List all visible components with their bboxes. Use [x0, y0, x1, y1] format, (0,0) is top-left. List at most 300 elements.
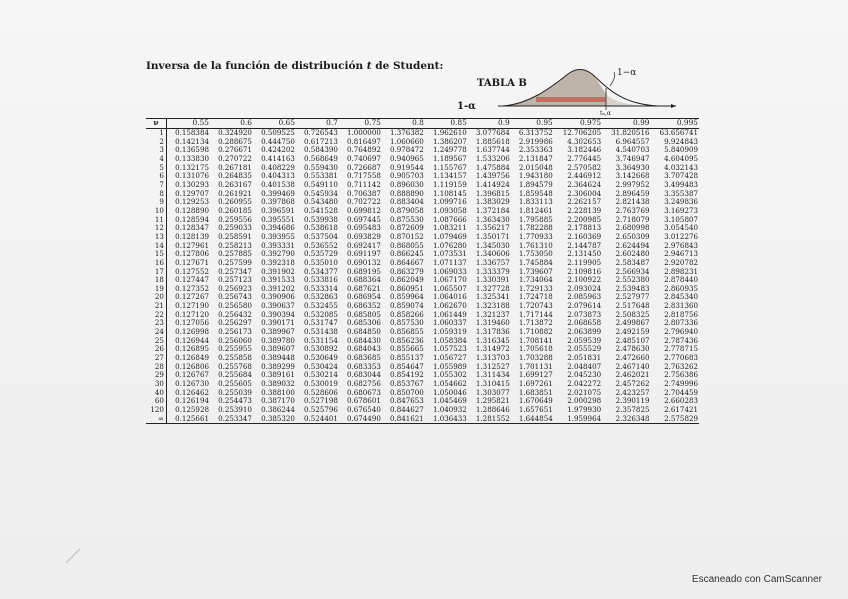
table-cell: 1.323188: [475, 301, 510, 311]
table-cell: 1.295821: [475, 396, 510, 406]
table-cell: 2.015048: [518, 162, 553, 172]
table-cell: 0.541528: [304, 205, 338, 215]
row-df: 24: [146, 328, 166, 337]
table-cell: 0.699812: [347, 205, 381, 215]
table-cell: 0.685805: [347, 309, 381, 319]
table-cell: 2.446912: [567, 171, 602, 181]
table-cell: 1.093058: [432, 205, 467, 215]
table-cell: 1.386207: [432, 136, 467, 146]
table-cell: 2.462021: [615, 370, 650, 380]
table-cell: 2.364624: [567, 179, 602, 189]
table-cell: 0.387170: [261, 396, 295, 406]
header-nu: ν: [146, 119, 166, 129]
table-cell: 2.000298: [567, 396, 602, 406]
table-cell: 0.128890: [175, 205, 209, 215]
row-df: 17: [146, 268, 166, 277]
table-cell: 0.530214: [304, 370, 338, 380]
table-cell: 0.726543: [304, 128, 338, 137]
table-cell: 0.267181: [218, 162, 252, 172]
table-cell: 1.637744: [475, 145, 510, 155]
table-cell: 0.256432: [218, 309, 252, 319]
table-cell: 1.000000: [347, 128, 381, 137]
table-cell: 0.534377: [304, 266, 338, 276]
table-cell: 0.530649: [304, 353, 338, 363]
table-cell: 0.444750: [261, 136, 295, 146]
table-cell: 1.356217: [475, 223, 510, 233]
table-cell: 0.126194: [175, 396, 209, 406]
row-df: 25: [146, 337, 166, 346]
red-annotation: [536, 97, 606, 102]
table-cell: 0.683685: [347, 353, 381, 363]
table-cell: 0.259033: [218, 223, 252, 233]
table-cell: 0.389299: [261, 361, 295, 371]
table-cell: 1.040932: [432, 405, 467, 414]
table-cell: 0.847653: [389, 396, 424, 406]
table-cell: 2.042272: [567, 379, 602, 389]
row-df: 15: [146, 250, 166, 259]
table-cell: 0.127961: [175, 240, 209, 250]
header-prob-4: 0.75: [339, 119, 382, 129]
table-cell: 0.255858: [218, 353, 252, 363]
table-cell: 2.770683: [664, 353, 698, 363]
table-cell: 0.257599: [218, 257, 252, 267]
table-cell: 2.063899: [567, 327, 602, 337]
table-cell: 0.549110: [304, 179, 338, 189]
row-df: 28: [146, 363, 166, 372]
table-cell: 0.128347: [175, 223, 209, 233]
row-df: 16: [146, 259, 166, 268]
table-cell: 0.864667: [389, 257, 424, 267]
table-cell: 5.840909: [664, 145, 698, 155]
table-cell: 2.045230: [567, 370, 602, 380]
table-cell: 2.059539: [567, 335, 602, 345]
table-cell: 2.624494: [615, 240, 650, 250]
table-cell: 1.979930: [567, 405, 602, 414]
table-cell: 3.169273: [664, 205, 698, 215]
table-cell: 0.391202: [261, 283, 295, 293]
table-cell: 1.059319: [432, 327, 467, 337]
table-cell: 1.720743: [518, 301, 553, 311]
table-cell: 2.660283: [664, 396, 698, 406]
table-cell: 0.706387: [347, 188, 381, 198]
table-cell: 0.684850: [347, 327, 381, 337]
table-cell: 1.061449: [432, 309, 467, 319]
table-cell: 2.200985: [567, 214, 602, 224]
table-cell: 1.782288: [518, 223, 553, 233]
quantile-table: [146, 118, 699, 424]
table-cell: 0.392318: [261, 257, 295, 267]
table-cell: 1.812461: [518, 205, 553, 215]
table-cell: 2.896459: [615, 188, 650, 198]
row-df: 30: [146, 380, 166, 389]
table-cell: 0.856236: [389, 335, 424, 345]
table-cell: 3.142668: [615, 171, 650, 181]
table-cell: 0.255955: [218, 344, 252, 354]
table-cell: 0.543480: [304, 197, 338, 207]
table-cell: 2.119905: [567, 257, 602, 267]
row-df: 27: [146, 354, 166, 363]
table-cell: 1.069033: [432, 266, 467, 276]
row-df: 60: [146, 397, 166, 406]
table-cell: 0.136598: [175, 145, 209, 155]
table-cell: 0.533314: [304, 283, 338, 293]
table-cell: 0.527198: [304, 396, 338, 406]
table-cell: 3.054540: [664, 223, 698, 233]
table-cell: 0.688364: [347, 275, 381, 285]
table-cell: 0.726687: [347, 162, 381, 172]
table-cell: 0.127447: [175, 275, 209, 285]
table-cell: 0.393955: [261, 231, 295, 241]
table-cell: 1.317836: [475, 327, 510, 337]
table-cell: 1.705618: [518, 344, 553, 354]
table-cell: 1.036433: [425, 415, 468, 424]
table-cell: 0.872609: [389, 223, 424, 233]
header-prob-9: 0.975: [554, 119, 602, 129]
table-cell: 0.276671: [218, 145, 252, 155]
table-cell: 0.844627: [389, 405, 424, 414]
t-distribution-table: [146, 118, 699, 424]
table-cell: 2.457262: [615, 379, 650, 389]
table-cell: 2.539483: [615, 283, 650, 293]
table-cell: 1.383029: [475, 197, 510, 207]
table-cell: 2.508325: [615, 309, 650, 319]
table-cell: 2.228139: [567, 205, 602, 215]
table-cell: 3.355387: [664, 188, 698, 198]
table-cell: 1.079469: [432, 231, 467, 241]
table-cell: 1.350171: [475, 231, 510, 241]
table-cell: 0.553381: [304, 171, 338, 181]
table-cell: 1.475884: [475, 162, 510, 172]
table-cell: 1.376382: [389, 128, 424, 137]
table-cell: 0.389967: [261, 327, 295, 337]
table-cell: 3.012276: [664, 231, 698, 241]
table-cell: 2.131847: [518, 153, 553, 163]
table-cell: 2.749996: [664, 379, 698, 389]
table-cell: 2.763769: [615, 205, 650, 215]
table-cell: 2.492159: [615, 327, 650, 337]
table-cell: 1.330391: [475, 275, 510, 285]
table-cell: 0.256173: [218, 327, 252, 337]
table-cell: 2.055529: [567, 344, 602, 354]
table-cell: 1.099716: [432, 197, 467, 207]
table-cell: 0.764892: [347, 145, 381, 155]
table-cell: 2.552380: [615, 275, 650, 285]
table-cell: 2.021075: [567, 387, 602, 397]
table-cell: 2.821438: [615, 197, 650, 207]
table-cell: 0.530019: [304, 379, 338, 389]
table-cell: 1.657651: [518, 405, 553, 414]
row-df: 26: [146, 345, 166, 354]
table-cell: 4.032143: [664, 162, 698, 172]
table-cell: 0.888890: [389, 188, 424, 198]
table-cell: 0.850700: [389, 387, 424, 397]
table-cell: 0.394686: [261, 223, 295, 233]
table-cell: 0.128139: [175, 231, 209, 241]
table-cell: 1.319460: [475, 318, 510, 328]
row-df: 7: [146, 181, 166, 190]
table-cell: 2.467140: [615, 361, 650, 371]
table-cell: 1.795885: [518, 214, 553, 224]
table-cell: 0.711142: [347, 179, 381, 189]
table-cell: 0.855665: [389, 344, 424, 354]
row-df: 21: [146, 302, 166, 311]
table-cell: 0.536552: [304, 240, 338, 250]
row-df: 4: [146, 155, 166, 164]
table-cell: 0.537504: [304, 231, 338, 241]
table-cell: 1.064016: [432, 292, 467, 302]
table-cell: 0.424202: [261, 145, 295, 155]
table-cell: 0.126944: [175, 335, 209, 345]
table-cell: 1.056727: [432, 353, 467, 363]
table-cell: 0.870152: [389, 231, 424, 241]
table-cell: 2.946713: [664, 249, 698, 259]
header-prob-10: 0.99: [602, 119, 650, 129]
table-cell: 0.841621: [382, 415, 425, 424]
table-cell: 1.345030: [475, 240, 510, 250]
table-cell: 0.883404: [389, 197, 424, 207]
table-cell: 0.255605: [218, 379, 252, 389]
table-cell: 0.695483: [347, 223, 381, 233]
table-cell: 1.108145: [432, 188, 467, 198]
table-cell: 2.796940: [664, 327, 698, 337]
table-cell: 0.686352: [347, 301, 381, 311]
table-cell: 0.532455: [304, 301, 338, 311]
table-cell: 0.697445: [347, 214, 381, 224]
table-cell: 2.068658: [567, 318, 602, 328]
table-cell: 1.701131: [518, 361, 553, 371]
table-cell: 0.257885: [218, 249, 252, 259]
table-cell: 0.532085: [304, 309, 338, 319]
table-cell: 0.253910: [218, 405, 252, 414]
table-cell: 0.126767: [175, 370, 209, 380]
table-cell: 0.528606: [304, 387, 338, 397]
table-cell: 0.401538: [261, 179, 295, 189]
table-label: TABLA B: [477, 78, 527, 89]
table-cell: 0.684043: [347, 344, 381, 354]
table-cell: 1.713872: [518, 318, 553, 328]
table-cell: 0.258591: [218, 231, 252, 241]
table-cell: 0.391533: [261, 275, 295, 285]
table-cell: 1.050046: [432, 387, 467, 397]
table-cell: 2.353363: [518, 145, 553, 155]
table-cell: 0.255039: [218, 387, 252, 397]
header-prob-1: 0.6: [210, 119, 253, 129]
table-cell: 0.940965: [389, 153, 424, 163]
table-cell: 0.126998: [175, 327, 209, 337]
table-cell: 2.306004: [567, 188, 602, 198]
table-cell: 1.054662: [432, 379, 467, 389]
table-cell: 0.905703: [389, 171, 424, 181]
table-cell: 3.249836: [664, 197, 698, 207]
row-df: 23: [146, 319, 166, 328]
table-cell: 0.617213: [304, 136, 338, 146]
table-cell: 2.478630: [615, 344, 650, 354]
table-cell: 0.391902: [261, 266, 295, 276]
table-cell: 1.076280: [432, 240, 467, 250]
table-cell: 1.708141: [518, 335, 553, 345]
table-cell: 3.105807: [664, 214, 698, 224]
table-cell: 1.327728: [475, 283, 510, 293]
table-cell: 0.324920: [218, 128, 252, 137]
page-title: [146, 60, 443, 72]
table-cell: 1.739607: [518, 266, 553, 276]
header-prob-5: 0.8: [382, 119, 425, 129]
row-df: 1: [146, 129, 166, 138]
row-df: 10: [146, 207, 166, 216]
table-cell: 0.256923: [218, 283, 252, 293]
table-cell: 2.390119: [615, 396, 650, 406]
table-cell: 2.051831: [567, 353, 602, 363]
table-cell: 2.997952: [615, 179, 650, 189]
table-cell: 3.182446: [567, 145, 602, 155]
table-cell: 0.680673: [347, 387, 381, 397]
table-cell: 0.261921: [218, 188, 252, 198]
header-prob-2: 0.65: [253, 119, 296, 129]
table-cell: 0.389607: [261, 344, 295, 354]
table-cell: 0.127352: [175, 283, 209, 293]
table-cell: 0.532863: [304, 292, 338, 302]
table-cell: 2.617421: [664, 405, 698, 414]
table-cell: 1.134157: [432, 171, 467, 181]
table-cell: 1.303077: [475, 387, 510, 397]
table-cell: 0.535729: [304, 249, 338, 259]
table-cell: 2.472660: [615, 353, 650, 363]
header-prob-3: 0.7: [296, 119, 339, 129]
table-cell: 0.389032: [261, 379, 295, 389]
table-cell: 0.385320: [253, 415, 296, 424]
table-cell: 1.697261: [518, 379, 553, 389]
table-cell: 0.129707: [175, 188, 209, 198]
table-cell: 1.833113: [518, 197, 553, 207]
title-text: Inversa de la función de distribución: [146, 60, 364, 72]
table-cell: 0.683044: [347, 370, 381, 380]
table-cell: 0.530892: [304, 344, 338, 354]
table-cell: 0.863279: [389, 266, 424, 276]
table-cell: 0.288675: [218, 136, 252, 146]
table-cell: 0.389448: [261, 353, 295, 363]
table-cell: 0.568649: [304, 153, 338, 163]
table-cell: 0.535010: [304, 257, 338, 267]
table-cell: 1.313703: [475, 353, 510, 363]
table-cell: 0.676540: [347, 405, 381, 414]
alpha-pointer: [610, 72, 615, 86]
table-cell: 1.311434: [475, 370, 510, 380]
header-prob-6: 0.85: [425, 119, 468, 129]
table-cell: 0.684430: [347, 335, 381, 345]
table-cell: 2.160369: [567, 231, 602, 241]
table-cell: 1.189567: [432, 153, 467, 163]
row-df: 14: [146, 242, 166, 251]
row-df: 2: [146, 138, 166, 147]
table-cell: 0.397868: [261, 197, 295, 207]
table-cell: 0.396591: [261, 205, 295, 215]
table-cell: 0.816497: [347, 136, 381, 146]
table-cell: 3.746947: [615, 153, 650, 163]
table-cell: 1.067170: [432, 275, 467, 285]
row-df: 29: [146, 371, 166, 380]
table-cell: 0.692417: [347, 240, 381, 250]
table-cell: 2.131450: [567, 249, 602, 259]
table-cell: 1.060660: [389, 136, 424, 146]
table-cell: 0.258213: [218, 240, 252, 250]
table-cell: 2.517648: [615, 301, 650, 311]
table-cell: 0.133830: [175, 153, 209, 163]
density-curve-figure: [498, 60, 678, 120]
table-cell: 2.073873: [567, 309, 602, 319]
table-cell: 0.256297: [218, 318, 252, 328]
table-cell: 2.680998: [615, 223, 650, 233]
table-cell: 1.336757: [475, 257, 510, 267]
table-cell: 0.259556: [218, 214, 252, 224]
table-cell: 3.499483: [664, 179, 698, 189]
table-cell: 0.687621: [347, 283, 381, 293]
table-cell: 1.717144: [518, 309, 553, 319]
table-cell: 0.678601: [347, 396, 381, 406]
table-cell: 1.734064: [518, 275, 553, 285]
table-cell: 6.964557: [615, 136, 650, 146]
table-cell: 4.540703: [615, 145, 650, 155]
table-cell: 0.859964: [389, 292, 424, 302]
table-cell: 0.388100: [261, 387, 295, 397]
table-cell: 2.093024: [567, 283, 602, 293]
table-cell: 0.392790: [261, 249, 295, 259]
table-cell: 0.158384: [175, 128, 209, 137]
table-cell: 1.885618: [475, 136, 510, 146]
table-cell: 0.270722: [218, 153, 252, 163]
table-cell: 1.057523: [432, 344, 467, 354]
table-cell: 0.125661: [166, 415, 210, 424]
table-cell: 2.919986: [518, 136, 553, 146]
table-cell: 0.399469: [261, 188, 295, 198]
row-df: 12: [146, 224, 166, 233]
table-cell: 2.566934: [615, 266, 650, 276]
table-cell: 2.807336: [664, 318, 698, 328]
table-cell: 0.584390: [304, 145, 338, 155]
table-cell: 2.527977: [615, 292, 650, 302]
table-cell: 1.310415: [475, 379, 510, 389]
title-end: de Student:: [375, 60, 444, 72]
table-cell: 1.699127: [518, 370, 553, 380]
pen-mark: [64, 545, 84, 565]
table-cell: 1.729133: [518, 283, 553, 293]
table-cell: 0.538618: [304, 223, 338, 233]
table-cell: 1.745884: [518, 257, 553, 267]
header-prob-7: 0.9: [468, 119, 511, 129]
table-cell: 2.178813: [567, 223, 602, 233]
table-cell: 0.853767: [389, 379, 424, 389]
table-cell: 0.260185: [218, 205, 252, 215]
table-cell: 0.127671: [175, 257, 209, 267]
row-df: 19: [146, 285, 166, 294]
table-cell: 1.710882: [518, 327, 553, 337]
table-cell: 1.087666: [432, 214, 467, 224]
table-cell: 0.126806: [175, 361, 209, 371]
table-cell: 2.787436: [664, 335, 698, 345]
table-cell: 0.260955: [218, 197, 252, 207]
table-cell: 0.533816: [304, 275, 338, 285]
table-cell: 1.062670: [432, 301, 467, 311]
table-cell: 2.100922: [567, 275, 602, 285]
table-cell: 0.530424: [304, 361, 338, 371]
table-cell: 2.109816: [567, 266, 602, 276]
table-cell: 31.820516: [611, 128, 650, 137]
table-cell: 0.129253: [175, 197, 209, 207]
table-cell: 0.689195: [347, 266, 381, 276]
table-cell: 1.333379: [475, 266, 510, 276]
table-cell: 0.919544: [389, 162, 424, 172]
table-cell: 0.257123: [218, 275, 252, 285]
table-cell: 0.390637: [261, 301, 295, 311]
